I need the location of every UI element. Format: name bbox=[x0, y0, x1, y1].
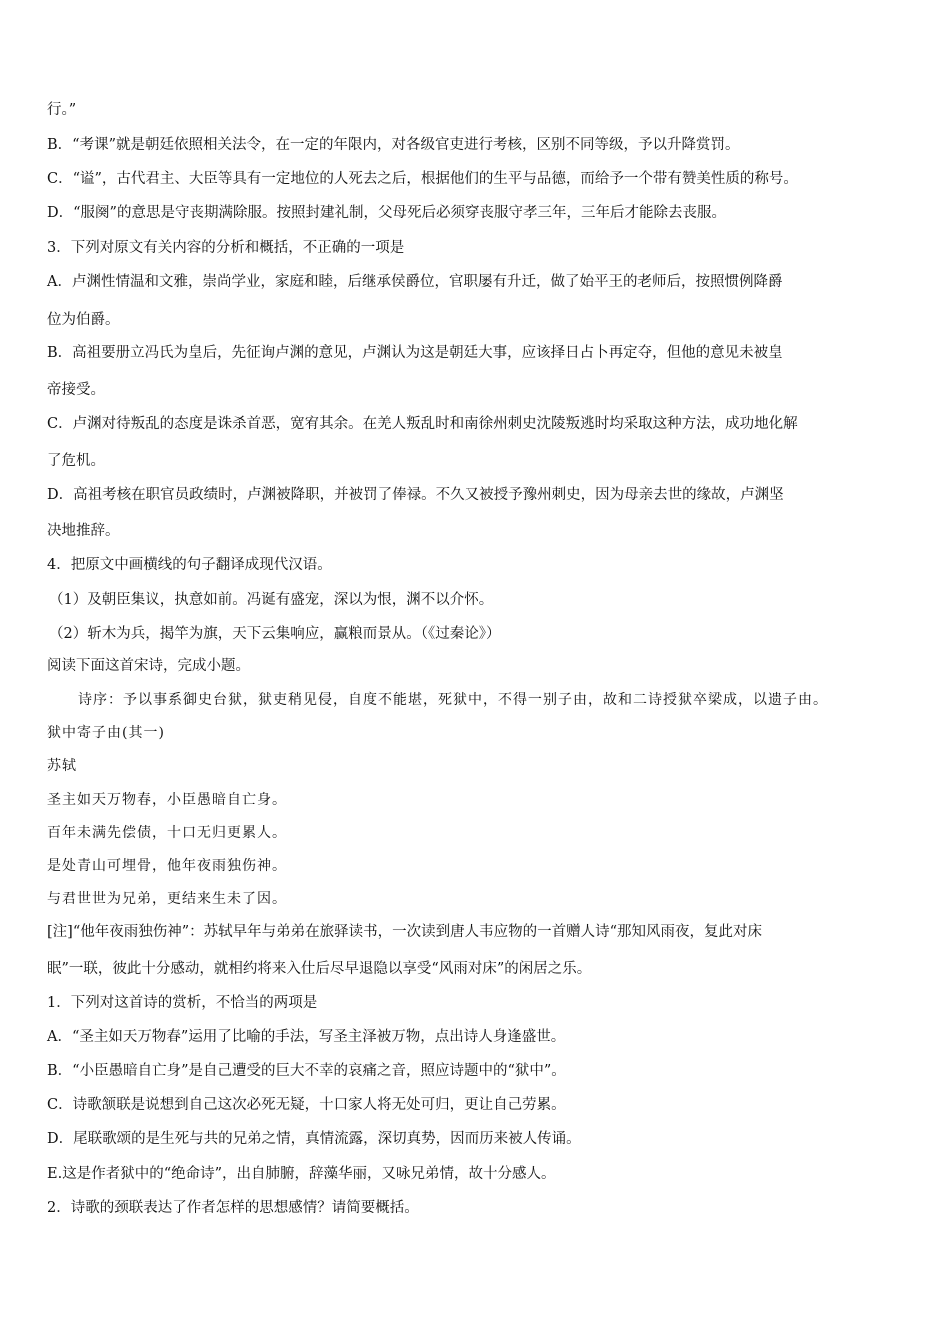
poem-note-cont: 眠”一联，彼此十分感动，就相约将来入仕后尽早退隐以享受“风雨对床”的闲居之乐。 bbox=[47, 961, 592, 977]
text-line: 了危机。 bbox=[47, 453, 105, 469]
option-e: E.这是作者狱中的“绝命诗”，出自肺腑，辞藻华丽，又咏兄弟情，故十分感人。 bbox=[47, 1166, 556, 1182]
option-c: C．诗歌颔联是说想到自己这次必死无疑，十口家人将无处可归，更让自己劳累。 bbox=[47, 1097, 566, 1113]
option-c: C．卢渊对待叛乱的态度是诛杀首恶，宽宥其余。在羌人叛乱时和南徐州刺史沈陵叛逃时均采取这种方法，成功地化解 bbox=[47, 416, 798, 432]
option-d: D．尾联歌颂的是生死与共的兄弟之情，真情流露，深切真势，因而历来被人传诵。 bbox=[47, 1131, 581, 1147]
option-c: C．“谥”，古代君主、大臣等具有一定地位的人死去之后，根据他们的生平与品德，而给予一个带有赞美性质的称号。 bbox=[47, 171, 798, 187]
option-d: D．高祖考核在职官员政绩时，卢渊被降职，并被罚了俸禄。不久又被授予豫州刺史，因为母亲去世的缘故，卢渊坚 bbox=[47, 487, 784, 503]
poem-line-1: 圣主如天万物春，小臣愚暗自亡身。 bbox=[47, 792, 287, 808]
poem-author: 苏轼 bbox=[47, 758, 77, 774]
text-line: 位为伯爵。 bbox=[47, 312, 120, 328]
question-3: 3．下列对原文有关内容的分析和概括，不正确的一项是 bbox=[47, 240, 405, 256]
text-line: 决地推辞。 bbox=[47, 523, 120, 539]
option-b: B．“小臣愚暗自亡身”是自己遭受的巨大不幸的哀痛之音，照应诗题中的“狱中”。 bbox=[47, 1063, 566, 1079]
text-line: 行。” bbox=[47, 102, 77, 118]
poem-line-4: 与君世世为兄弟，更结来生未了因。 bbox=[47, 891, 287, 907]
option-a: A．“圣主如天万物春”运用了比喻的手法，写圣主泽被万物，点出诗人身逢盛世。 bbox=[47, 1029, 566, 1045]
poem-line-3: 是处青山可埋骨，他年夜雨独伤神。 bbox=[47, 858, 287, 874]
poem-title: 狱中寄子由(其一) bbox=[47, 725, 165, 741]
translation-item-1: （1）及朝臣集议，执意如前。冯诞有盛宠，深以为恨，渊不以介怀。 bbox=[49, 592, 494, 608]
option-b: B．高祖要册立冯氏为皇后，先征询卢渊的意见，卢渊认为这是朝廷大事，应该择日占卜再定夺，但他的意见未被皇 bbox=[47, 345, 783, 361]
poem-preface: 诗序：予以事系御史台狱，狱吏稍见侵，自度不能堪，死狱中，不得一别子由，故和二诗授狱卒梁成，以遗子由。 bbox=[78, 692, 828, 708]
option-b: B．“考课”就是朝廷依照相关法令，在一定的年限内，对各级官吏进行考核，区别不同等级，予以升降赏罚。 bbox=[47, 137, 740, 153]
option-d: D．“服阕”的意思是守丧期满除服。按照封建礼制，父母死后必须穿丧服守孝三年，三年后才能除去丧服。 bbox=[47, 205, 726, 221]
option-a: A．卢渊性情温和文雅，崇尚学业，家庭和睦，后继承侯爵位，官职屡有升迁，做了始平王的老师后，按照惯例降爵 bbox=[47, 274, 783, 290]
reading-instruction: 阅读下面这首宋诗，完成小题。 bbox=[47, 658, 250, 674]
text-line: 帝接受。 bbox=[47, 382, 105, 398]
poem-line-2: 百年未满先偿债，十口无归更累人。 bbox=[47, 825, 287, 841]
translation-item-2: （2）斩木为兵，揭竿为旗，天下云集响应，赢粮而景从。（《过秦论》） bbox=[49, 626, 501, 642]
poem-note: [注]“他年夜雨独伤神”：苏轼早年与弟弟在旅驿读书，一次读到唐人韦应物的一首赠人诗“那知风雨夜，复此对床 bbox=[47, 924, 763, 940]
question-1: 1．下列对这首诗的赏析，不恰当的两项是 bbox=[47, 995, 318, 1011]
question-2: 2．诗歌的颈联表达了作者怎样的思想感情？请简要概括。 bbox=[47, 1200, 419, 1216]
question-4: 4．把原文中画横线的句子翻译成现代汉语。 bbox=[47, 557, 332, 573]
